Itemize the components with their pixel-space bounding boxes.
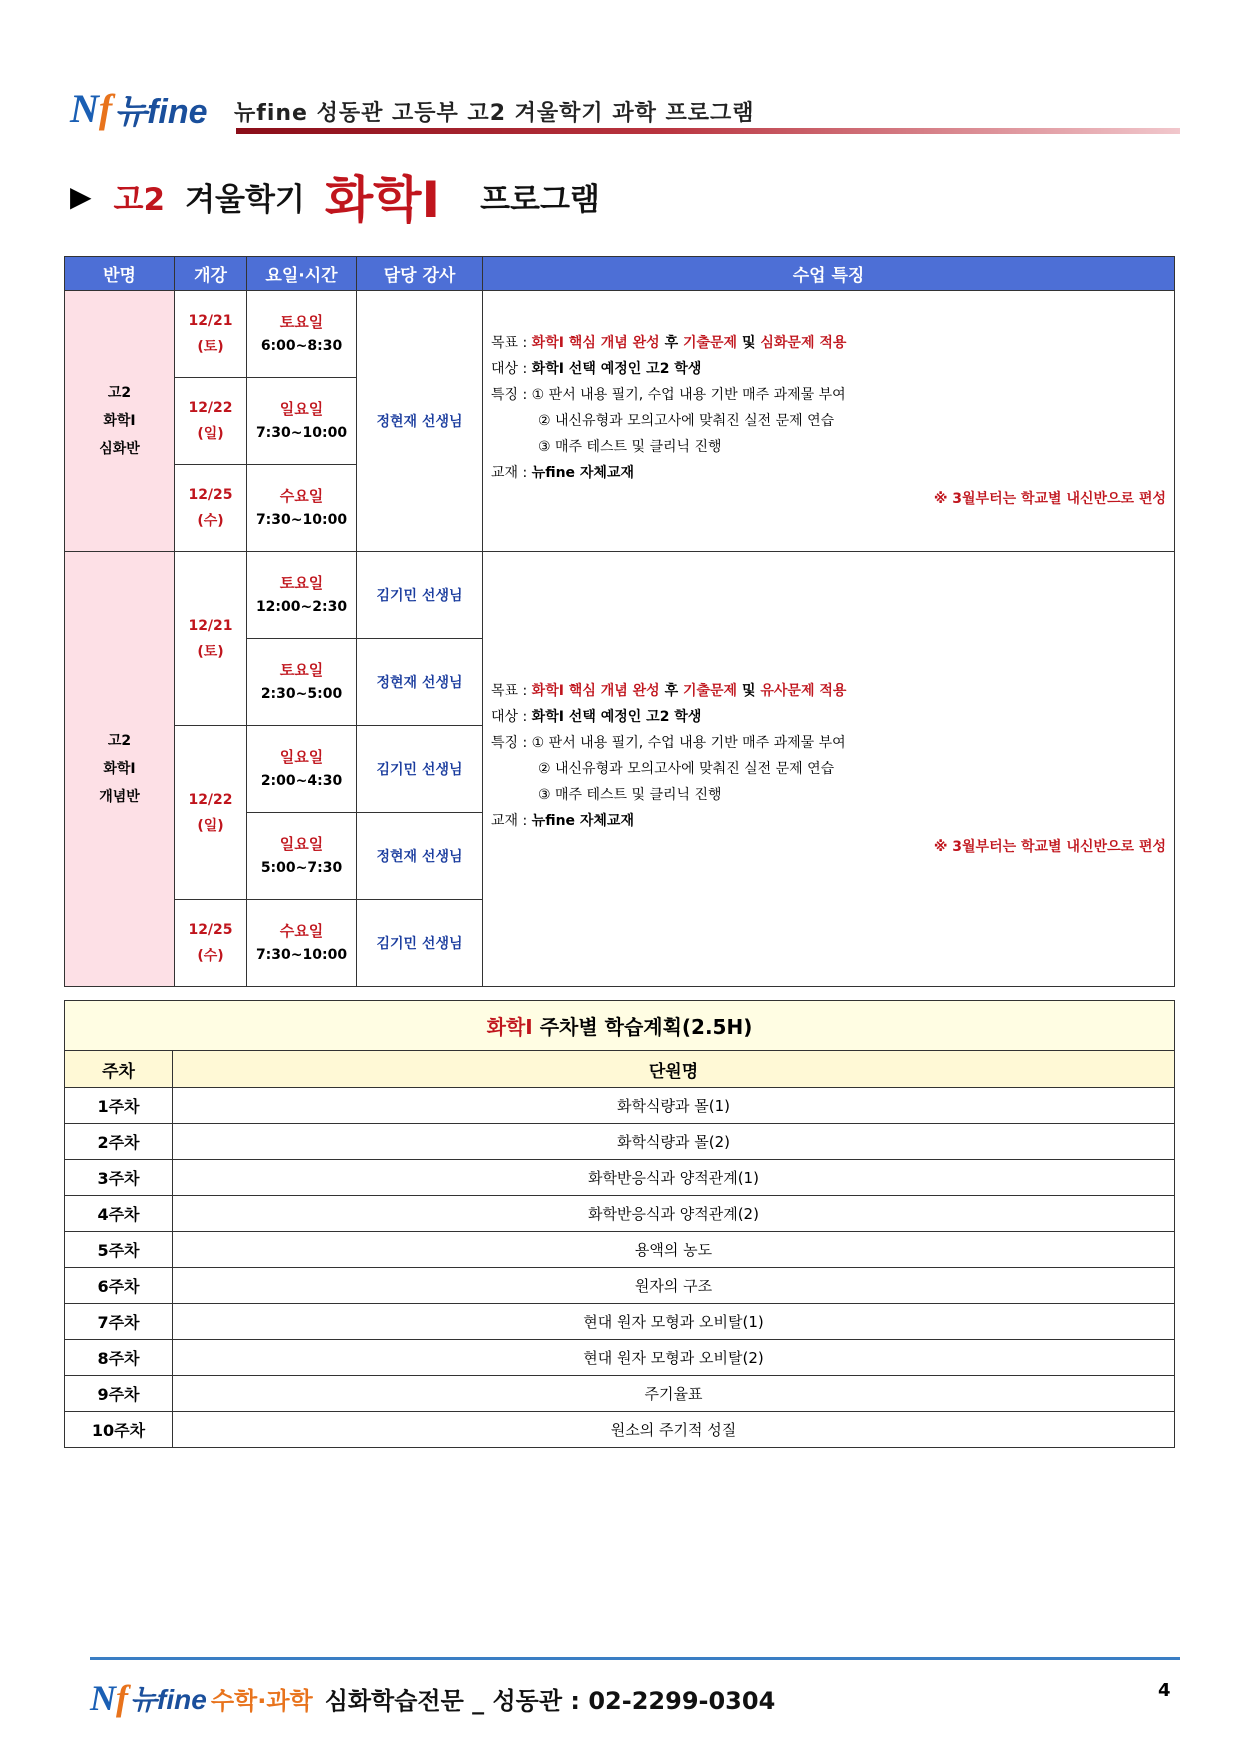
time-text: 6:00~8:30: [260, 338, 343, 354]
header-title: 뉴fine 성동관 고등부 고2 겨울학기 과학 프로그램: [234, 101, 755, 126]
target-line: 대상 : 화학Ⅰ 선택 예정인 고2 학생: [491, 361, 702, 377]
section-title-grade: 고2: [113, 181, 166, 218]
time-text: 7:30~10:00: [255, 425, 348, 441]
header-divider: [236, 128, 1180, 134]
table-row: [65, 552, 1175, 639]
book-line: 교재 : 뉴fine 자체교재: [491, 465, 635, 481]
footer-divider: [90, 1657, 1180, 1660]
day-text: 일요일: [279, 835, 324, 853]
day-text: 수요일: [279, 487, 324, 505]
col-header-class: 반명: [65, 257, 175, 291]
day-text: 토요일: [279, 574, 324, 592]
class-line: 심화반: [99, 441, 140, 457]
teacher-name: 김기민 선생님: [357, 726, 483, 813]
page-number: 4: [1158, 1680, 1171, 1701]
start-date: [175, 378, 247, 465]
teacher-name: 김기민 선생님: [357, 552, 483, 639]
start-date: [175, 291, 247, 378]
day-time: [247, 552, 357, 639]
footer-subjects: 수학·과학: [210, 1686, 313, 1715]
unit-cell: 현대 원자 모형과 오비탈(1): [173, 1304, 1175, 1340]
table-row: [65, 1340, 1175, 1376]
section-title-term: 겨울학기: [185, 181, 305, 218]
note-text: ※ 3월부터는 학교별 내신반으로 편성: [933, 491, 1166, 507]
date-text: 12/22: [188, 400, 233, 416]
start-date: [175, 465, 247, 552]
class-line: 개념반: [99, 789, 140, 805]
col-header-teacher: 담당 강사: [357, 257, 483, 291]
day-time: [247, 291, 357, 378]
footer-logo-mark-icon: Nf: [90, 1678, 128, 1718]
day-time: [247, 465, 357, 552]
schedule-table: [64, 256, 1175, 987]
time-text: 7:30~10:00: [255, 512, 348, 528]
week-cell: 9주차: [65, 1376, 173, 1412]
date-day: (일): [197, 817, 224, 834]
date-day: (토): [197, 339, 224, 355]
time-text: 5:00~7:30: [260, 860, 343, 876]
plan-caption-row: [65, 1001, 1175, 1051]
table-row: [65, 1088, 1175, 1124]
date-day: (일): [197, 426, 224, 442]
date-text: 12/25: [188, 487, 233, 503]
day-text: 일요일: [279, 400, 324, 418]
col-header-time: 요일·시간: [247, 257, 357, 291]
class-line: 화학Ⅰ: [103, 413, 136, 429]
day-time: [247, 639, 357, 726]
teacher-name: 정현재 선생님: [357, 639, 483, 726]
class-features: [483, 291, 1175, 552]
feature-line: 특징 : ① 판서 내용 필기, 수업 내용 기반 매주 과제물 부여: [491, 735, 846, 751]
note-text: ※ 3월부터는 학교별 내신반으로 편성: [933, 839, 1166, 855]
col-header-week: 주차: [65, 1051, 173, 1088]
week-cell: 3주차: [65, 1160, 173, 1196]
table-row: [65, 1376, 1175, 1412]
plan-header-row: [65, 1051, 1175, 1088]
week-cell: 5주차: [65, 1232, 173, 1268]
unit-cell: 화학식량과 몰(2): [173, 1124, 1175, 1160]
unit-cell: 주기율표: [173, 1376, 1175, 1412]
footer: [90, 1678, 775, 1718]
week-cell: 8주차: [65, 1340, 173, 1376]
unit-cell: 화학식량과 몰(1): [173, 1088, 1175, 1124]
footer-logo-text: 뉴fine: [130, 1684, 207, 1715]
header-logo: [70, 84, 208, 133]
week-cell: 4주차: [65, 1196, 173, 1232]
table-row: [65, 1196, 1175, 1232]
feature-line: ③ 매주 테스트 및 클리닉 진행: [538, 439, 722, 455]
table-row: [65, 1232, 1175, 1268]
time-text: 12:00~2:30: [255, 599, 348, 615]
start-date: [175, 552, 247, 726]
class-features: [483, 552, 1175, 987]
section-title-program: 프로그램: [480, 181, 600, 218]
logo-mark-icon: Nf: [70, 85, 113, 131]
time-text: 2:00~4:30: [260, 773, 343, 789]
class-name-concept: [65, 552, 175, 987]
day-time: [247, 378, 357, 465]
plan-caption: 화학Ⅰ 주차별 학습계획(2.5H): [65, 1001, 1175, 1051]
day-text: 토요일: [279, 313, 324, 331]
week-cell: 7주차: [65, 1304, 173, 1340]
day-time: [247, 726, 357, 813]
section-title-subject: 화학Ⅰ: [324, 171, 441, 229]
day-time: [247, 900, 357, 987]
schedule-header-row: [65, 257, 1175, 291]
class-line: 고2: [107, 733, 132, 749]
teacher-name: 정현재 선생님: [357, 813, 483, 900]
week-cell: 6주차: [65, 1268, 173, 1304]
target-line: 대상 : 화학Ⅰ 선택 예정인 고2 학생: [491, 709, 702, 725]
class-name-advanced: [65, 291, 175, 552]
teacher-name: 정현재 선생님: [357, 291, 483, 552]
section-title: [70, 160, 600, 232]
unit-cell: 원자의 구조: [173, 1268, 1175, 1304]
unit-cell: 화학반응식과 양적관계(1): [173, 1160, 1175, 1196]
day-text: 토요일: [279, 661, 324, 679]
logo-text: 뉴fine: [114, 93, 208, 131]
unit-cell: 원소의 주기적 성질: [173, 1412, 1175, 1448]
start-date: [175, 726, 247, 900]
time-text: 2:30~5:00: [260, 686, 343, 702]
table-row: [65, 1160, 1175, 1196]
time-text: 7:30~10:00: [255, 947, 348, 963]
table-row: [65, 1268, 1175, 1304]
table-row: [65, 291, 1175, 378]
week-cell: 10주차: [65, 1412, 173, 1448]
date-text: 12/21: [188, 313, 233, 329]
table-row: [65, 1124, 1175, 1160]
day-time: [247, 813, 357, 900]
goal-line: 목표 : 화학Ⅰ 핵심 개념 완성 후 기출문제 및 유사문제 적용: [491, 683, 847, 699]
book-line: 교재 : 뉴fine 자체교재: [491, 813, 635, 829]
col-header-feature: 수업 특징: [483, 257, 1175, 291]
feature-line: ② 내신유형과 모의고사에 맞춰진 실전 문제 연습: [538, 413, 835, 429]
date-day: (토): [197, 643, 224, 660]
teacher-name: 김기민 선생님: [357, 900, 483, 987]
feature-line: ③ 매주 테스트 및 클리닉 진행: [538, 787, 722, 803]
feature-line: ② 내신유형과 모의고사에 맞춰진 실전 문제 연습: [538, 761, 835, 777]
class-line: 고2: [107, 385, 132, 401]
date-text: 12/25: [188, 922, 233, 938]
triangle-arrow-icon: ▶: [70, 179, 92, 213]
weekly-plan-table: [64, 1000, 1175, 1448]
class-line: 화학Ⅰ: [103, 761, 136, 777]
goal-line: 목표 : 화학Ⅰ 핵심 개념 완성 후 기출문제 및 심화문제 적용: [491, 335, 847, 351]
date-day: (수): [197, 948, 224, 964]
unit-cell: 용액의 농도: [173, 1232, 1175, 1268]
feature-line: 특징 : ① 판서 내용 필기, 수업 내용 기반 매주 과제물 부여: [491, 387, 846, 403]
day-text: 수요일: [279, 922, 324, 940]
date-text: 12/21: [188, 617, 233, 634]
week-cell: 1주차: [65, 1088, 173, 1124]
date-text: 12/22: [188, 791, 233, 808]
unit-cell: 현대 원자 모형과 오비탈(2): [173, 1340, 1175, 1376]
footer-slogan: 심화학습전문 _ 성동관 : 02-2299-0304: [324, 1686, 776, 1715]
day-text: 일요일: [279, 748, 324, 766]
date-day: (수): [197, 513, 224, 529]
unit-cell: 화학반응식과 양적관계(2): [173, 1196, 1175, 1232]
week-cell: 2주차: [65, 1124, 173, 1160]
table-row: [65, 1412, 1175, 1448]
start-date: [175, 900, 247, 987]
col-header-unit: 단원명: [173, 1051, 1175, 1088]
table-row: [65, 1304, 1175, 1340]
col-header-start: 개강: [175, 257, 247, 291]
